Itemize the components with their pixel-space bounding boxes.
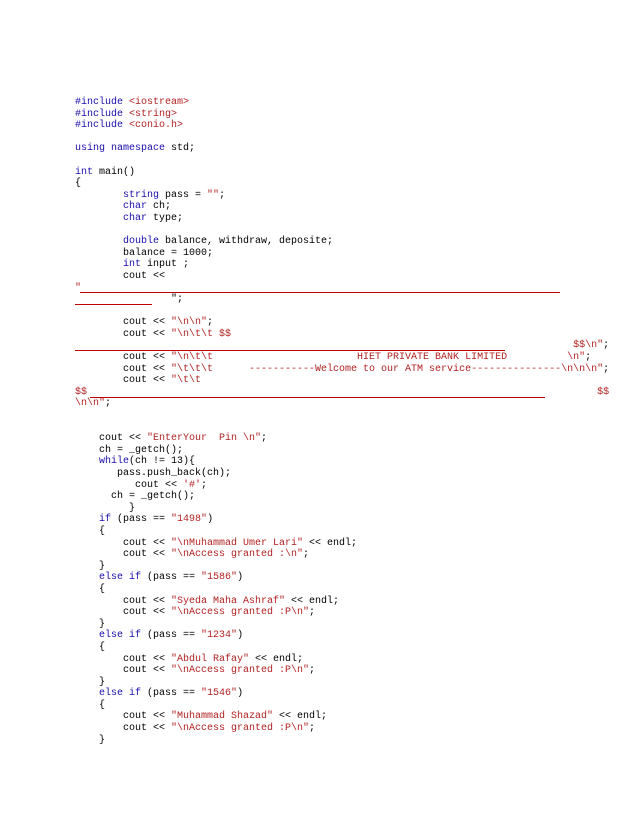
code-line — [75, 468, 609, 480]
code-line — [75, 213, 609, 225]
code-text — [75, 213, 123, 224]
code-line — [75, 654, 609, 666]
code-text: cout << — [75, 549, 172, 561]
code-text: std; — [171, 143, 196, 155]
code-line — [75, 514, 609, 526]
code-line — [75, 225, 609, 237]
code-text: { — [75, 583, 106, 595]
code-text: cout << — [75, 270, 166, 282]
code-line — [75, 132, 609, 144]
code-line — [75, 398, 609, 410]
code-line — [75, 677, 609, 689]
code-line — [75, 711, 609, 723]
code-line — [75, 456, 609, 468]
code-text: pass.push_back(ch); — [75, 468, 232, 479]
code-line — [75, 201, 609, 213]
code-text: ; — [309, 665, 316, 677]
code-line — [75, 317, 609, 329]
code-keyword: else if — [99, 688, 148, 700]
code-string: "\nAccess granted :\n" — [171, 549, 304, 561]
code-text: { — [75, 641, 106, 653]
code-text: } — [75, 734, 106, 746]
code-string: "1546" — [201, 688, 238, 700]
code-string: "\nMuhammad Umer Lari" — [171, 537, 304, 549]
code-line — [75, 688, 609, 700]
code-string: " — [75, 282, 82, 294]
code-text: ; — [309, 607, 316, 619]
code-keyword: if — [99, 514, 118, 526]
code-keyword: char — [123, 212, 154, 224]
code-string: "Abdul Rafay" — [171, 653, 250, 665]
code-keyword: int — [75, 166, 100, 178]
code-text: cout << — [75, 352, 172, 364]
code-text: main() — [99, 166, 136, 178]
code-keyword: #include — [75, 120, 130, 132]
code-line — [75, 735, 609, 747]
code-text: ) — [237, 688, 244, 700]
code-string: "\nAccess granted :P\n" — [171, 607, 310, 619]
code-string: "1586" — [201, 572, 238, 584]
code-text: cout << — [75, 653, 172, 665]
code-text: (pass == — [117, 514, 172, 526]
code-text: cout << — [75, 433, 148, 445]
code-string: "\nAccess granted :P\n" — [171, 723, 310, 735]
code-line — [75, 329, 609, 341]
code-text: cout << — [75, 665, 172, 677]
code-line — [75, 480, 609, 492]
code-text: ch = _getch(); — [75, 444, 184, 456]
code-text — [75, 630, 99, 641]
code-string: "\n\t\t HIET PRIVATE BANK LIMITED \n" — [171, 352, 586, 364]
code-string: "1234" — [201, 630, 238, 642]
code-text: ) — [207, 514, 214, 526]
code-text: cout << — [75, 723, 172, 735]
code-line — [75, 630, 609, 642]
code-line — [75, 700, 609, 712]
code-text: type; — [153, 212, 184, 224]
code-text: cout << — [75, 479, 184, 491]
code-text: ; — [105, 398, 112, 410]
code-line — [75, 271, 609, 283]
code-text: cout << — [75, 607, 172, 619]
code-text: balance, withdraw, deposite; — [165, 236, 334, 248]
code-keyword: double — [123, 236, 166, 248]
code-string: "\n\n" — [171, 317, 208, 329]
code-line — [75, 422, 609, 434]
code-string: "" — [207, 189, 220, 201]
code-text: cout << — [75, 317, 172, 329]
code-text — [75, 572, 99, 583]
code-text: pass = — [165, 189, 208, 201]
code-text — [75, 688, 99, 699]
code-text: ch; — [153, 201, 172, 213]
underscore-rule-4 — [90, 397, 545, 398]
code-text — [75, 190, 123, 201]
code-text: ch = _getch(); — [75, 491, 196, 503]
code-text: } — [75, 618, 106, 630]
code-string: "\t\t\t -----------Welcome to our ATM service---------------\n\n\n" — [171, 363, 604, 375]
code-line — [75, 259, 609, 271]
code-text: (ch != 13){ — [129, 456, 196, 468]
code-line — [75, 445, 609, 457]
code-string: <string> — [129, 108, 178, 120]
code-text: } — [75, 676, 106, 688]
code-text: cout << — [75, 375, 172, 387]
code-string: "Syeda Maha Ashraf" — [171, 595, 286, 607]
code-text — [75, 456, 99, 467]
code-text: { — [75, 178, 82, 190]
code-text: } — [75, 560, 106, 572]
code-text: << endl; — [273, 711, 328, 723]
code-string: <iostream> — [129, 97, 190, 108]
code-text: ; — [201, 479, 208, 491]
code-text: ; — [261, 433, 268, 445]
code-keyword: else if — [99, 572, 148, 584]
code-keyword: using namespace — [75, 143, 172, 155]
code-text — [75, 236, 123, 247]
code-string: "EnterYour Pin \n" — [147, 433, 262, 445]
code-line — [75, 572, 609, 584]
code-keyword: #include — [75, 108, 130, 120]
code-text: << endl; — [303, 537, 358, 549]
code-listing — [75, 97, 609, 746]
code-keyword: string — [123, 189, 166, 201]
code-text: ) — [237, 630, 244, 642]
code-line — [75, 294, 609, 306]
code-text: balance = 1000; — [75, 247, 214, 259]
code-line — [75, 433, 609, 445]
code-string: \n\n" — [75, 398, 106, 410]
code-keyword: while — [99, 456, 130, 468]
code-line — [75, 120, 609, 132]
code-text: cout << — [75, 328, 172, 340]
code-text: (pass == — [147, 688, 202, 700]
code-text: "; — [171, 294, 184, 306]
code-line — [75, 364, 609, 376]
code-line — [75, 143, 609, 155]
code-text: << endl; — [249, 653, 304, 665]
code-text: ; — [603, 363, 610, 375]
code-line — [75, 538, 609, 550]
code-text — [75, 259, 123, 270]
code-string: "\nAccess granted :P\n" — [171, 665, 310, 677]
code-string: <conio.h> — [129, 120, 184, 132]
code-line — [75, 109, 609, 121]
code-text: ; — [603, 340, 610, 352]
code-line — [75, 155, 609, 167]
code-text: cout << — [75, 363, 172, 375]
code-line — [75, 642, 609, 654]
code-line — [75, 375, 609, 387]
code-text: cout << — [75, 537, 172, 549]
code-text: (pass == — [147, 630, 202, 642]
code-line — [75, 167, 609, 179]
code-string: "\t\t — [171, 375, 202, 387]
code-text: { — [75, 525, 106, 537]
code-line — [75, 607, 609, 619]
code-text — [75, 514, 99, 525]
code-text: ; — [219, 189, 226, 201]
code-text: { — [75, 699, 106, 711]
code-line — [75, 236, 609, 248]
code-line — [75, 584, 609, 596]
code-text: input ; — [147, 259, 190, 271]
code-line — [75, 503, 609, 515]
code-string: "1498" — [171, 514, 208, 526]
code-text: ; — [303, 549, 310, 561]
code-text: ; — [585, 352, 592, 364]
code-text: << endl; — [285, 595, 340, 607]
underscore-rule-3 — [75, 350, 505, 351]
code-text: ; — [309, 723, 316, 735]
code-line — [75, 352, 609, 364]
code-line — [75, 97, 609, 109]
code-keyword: #include — [75, 97, 130, 108]
code-string: "Muhammad Shazad" — [171, 711, 274, 723]
code-line — [75, 549, 609, 561]
code-keyword: char — [123, 201, 154, 213]
code-string: $$ $$ — [75, 386, 610, 398]
underscore-rule-2 — [75, 304, 152, 305]
code-line — [75, 190, 609, 202]
code-line — [75, 561, 609, 573]
code-line — [75, 619, 609, 631]
code-line — [75, 410, 609, 422]
code-string: "\n\t\t $$ — [171, 328, 232, 340]
code-text: ; — [207, 317, 214, 329]
code-text: (pass == — [147, 572, 202, 584]
code-line — [75, 306, 609, 318]
code-line — [75, 665, 609, 677]
underscore-rule-1 — [80, 292, 560, 293]
code-keyword: int — [123, 259, 148, 271]
code-line — [75, 526, 609, 538]
code-text: ) — [237, 572, 244, 584]
code-text: cout << — [75, 595, 172, 607]
code-line — [75, 491, 609, 503]
code-keyword: else if — [99, 630, 148, 642]
code-line — [75, 248, 609, 260]
code-text: cout << — [75, 711, 172, 723]
code-line — [75, 723, 609, 735]
code-line — [75, 596, 609, 608]
code-line — [75, 178, 609, 190]
code-string: $$\n" — [75, 340, 604, 352]
code-text — [75, 201, 123, 212]
code-string: '#' — [183, 479, 202, 491]
code-text: } — [75, 502, 136, 514]
